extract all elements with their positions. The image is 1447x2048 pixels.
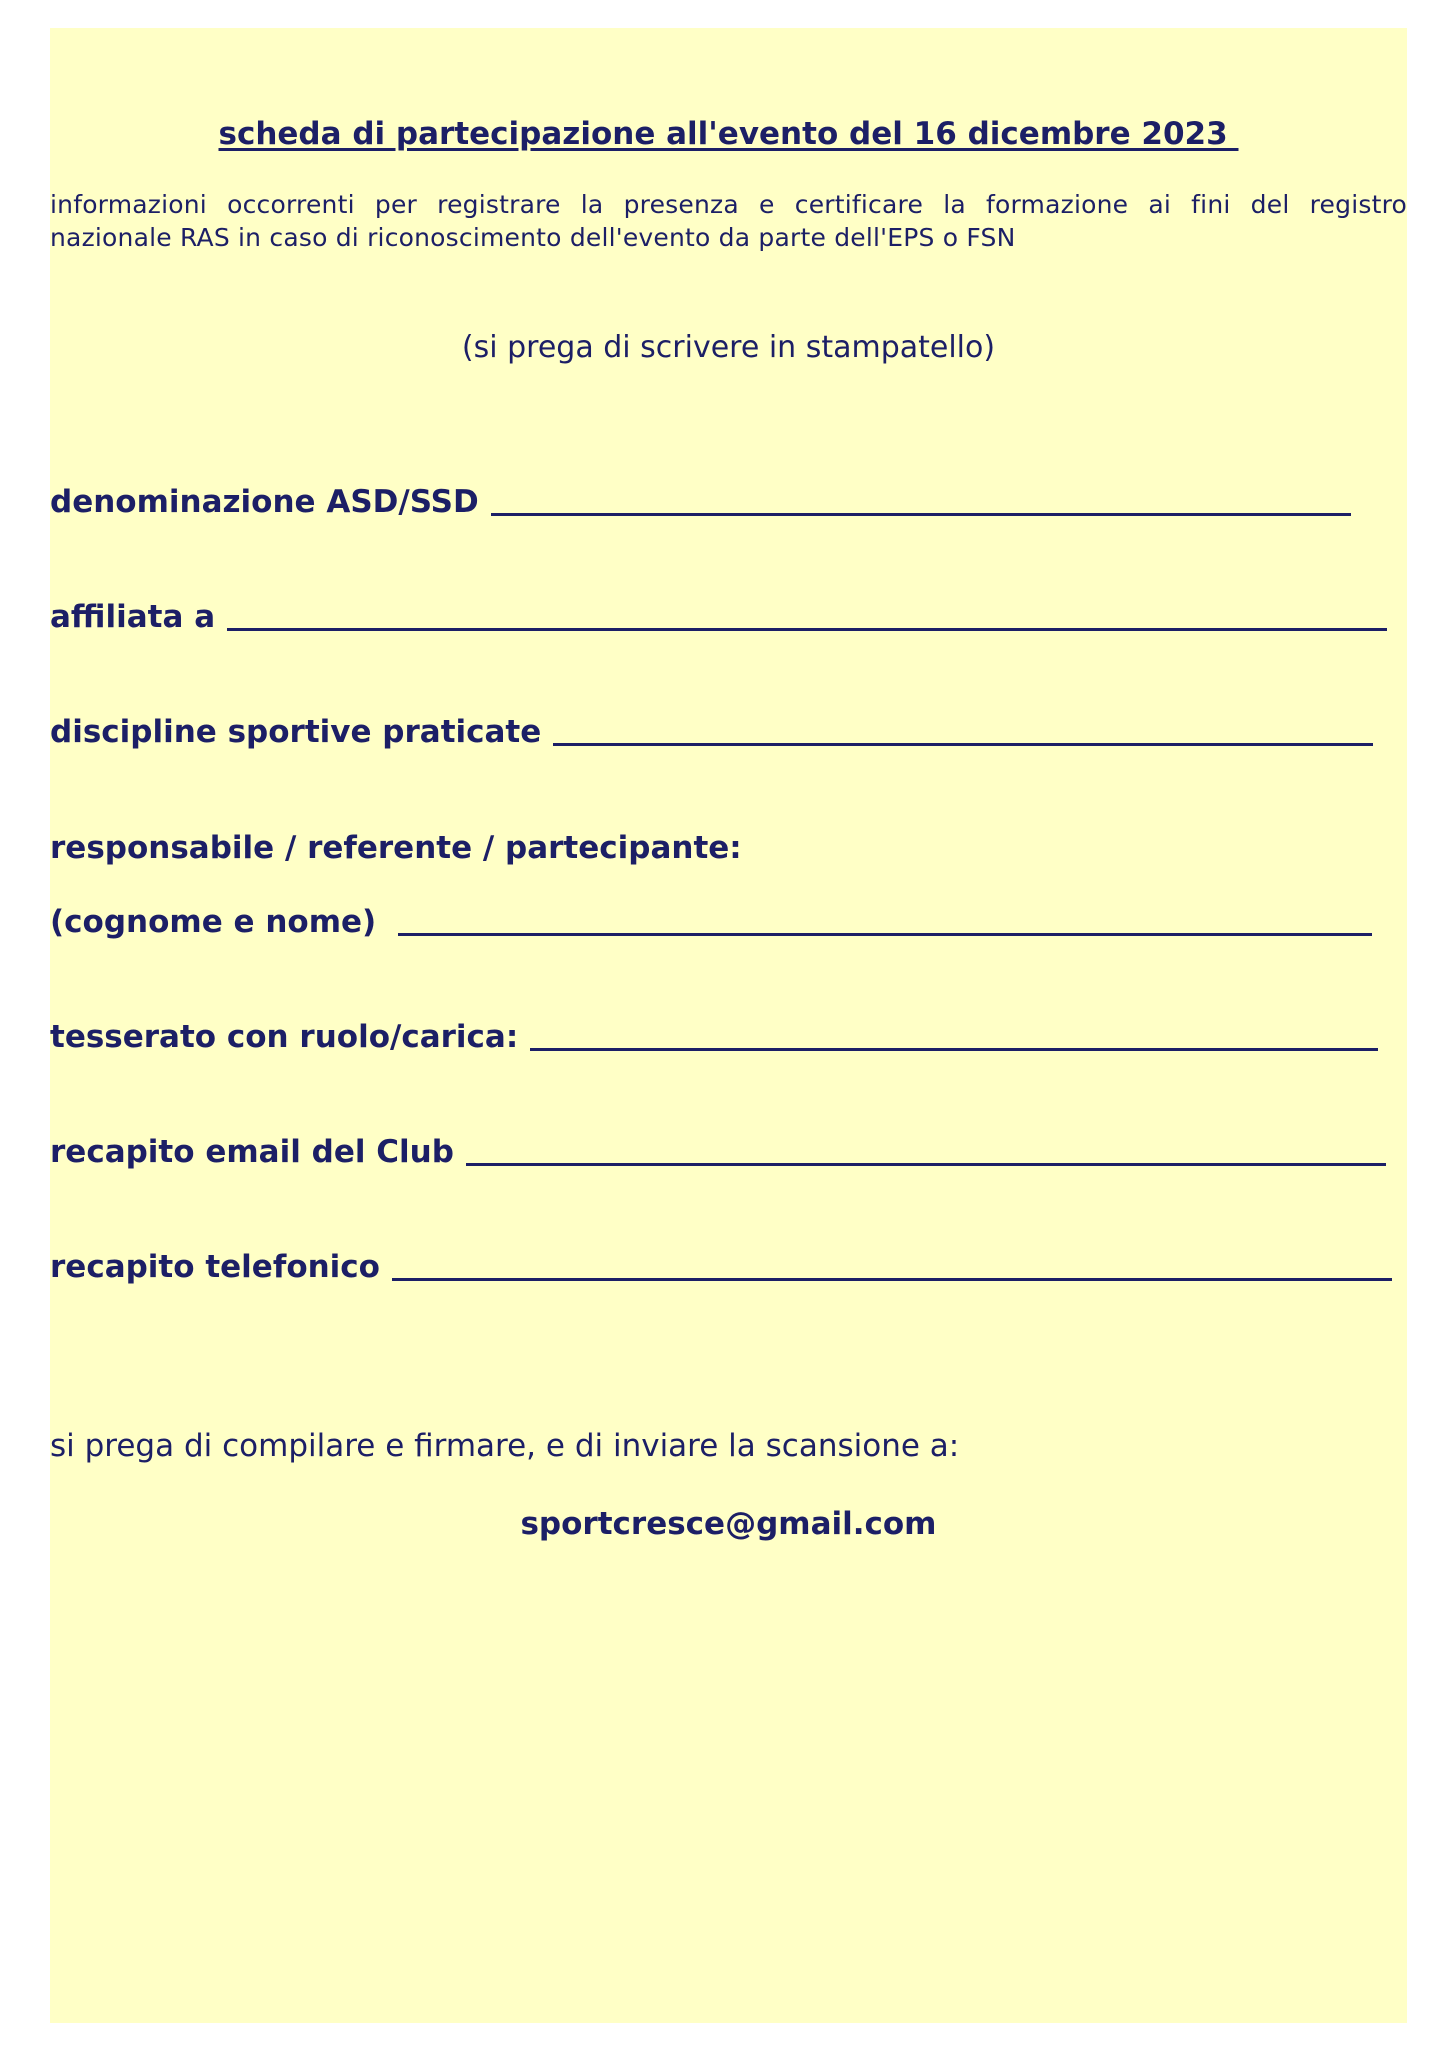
contact-email[interactable]: sportcresce@gmail.com xyxy=(520,1506,937,1542)
field-telefono-line[interactable] xyxy=(392,1278,1392,1281)
field-email xyxy=(50,1128,1386,1172)
field-denominazione-label: denominazione ASD/SSD xyxy=(50,484,479,520)
responsabile-heading: responsabile / referente / partecipante: xyxy=(50,830,742,866)
field-tesserato-label: tesserato con ruolo/carica: xyxy=(50,1019,519,1055)
print-note: (si prega di scrivere in stampatello) xyxy=(461,330,996,365)
field-affiliata-line[interactable] xyxy=(227,628,1387,631)
field-discipline-line[interactable] xyxy=(553,743,1373,746)
field-discipline-label: discipline sportive praticate xyxy=(50,714,542,750)
field-tesserato xyxy=(50,1013,1378,1057)
field-tesserato-line[interactable] xyxy=(530,1048,1378,1051)
field-affiliata-label: affiliata a xyxy=(50,599,216,635)
field-denominazione-line[interactable] xyxy=(491,513,1351,516)
form-title xyxy=(50,114,1407,154)
form-sheet xyxy=(50,28,1407,2023)
form-title-text: scheda di partecipazione all'evento del 16 dicembre 2023 xyxy=(218,116,1239,152)
closing-instructions: si prega di compilare e firmare, e di inviare la scansione a: xyxy=(50,1428,960,1464)
field-cognome-nome xyxy=(50,898,1372,942)
field-discipline xyxy=(50,708,1373,752)
field-telefono xyxy=(50,1243,1392,1287)
field-denominazione xyxy=(50,478,1351,522)
intro-line-2: nazionale RAS in caso di riconoscimento dell'evento da parte dell'EPS o FSN xyxy=(50,223,1016,252)
field-cognome-nome-line[interactable] xyxy=(398,933,1372,936)
field-email-label: recapito email del Club xyxy=(50,1134,454,1170)
intro-paragraph xyxy=(50,188,1407,254)
field-email-line[interactable] xyxy=(466,1163,1386,1166)
intro-line-1: informazioni occorrenti per registrare la presenza e certificare la formazione ai fini del registro xyxy=(50,190,1407,219)
field-telefono-label: recapito telefonico xyxy=(50,1249,380,1285)
field-cognome-nome-label: (cognome e nome) xyxy=(50,904,377,940)
field-affiliata xyxy=(50,593,1387,637)
